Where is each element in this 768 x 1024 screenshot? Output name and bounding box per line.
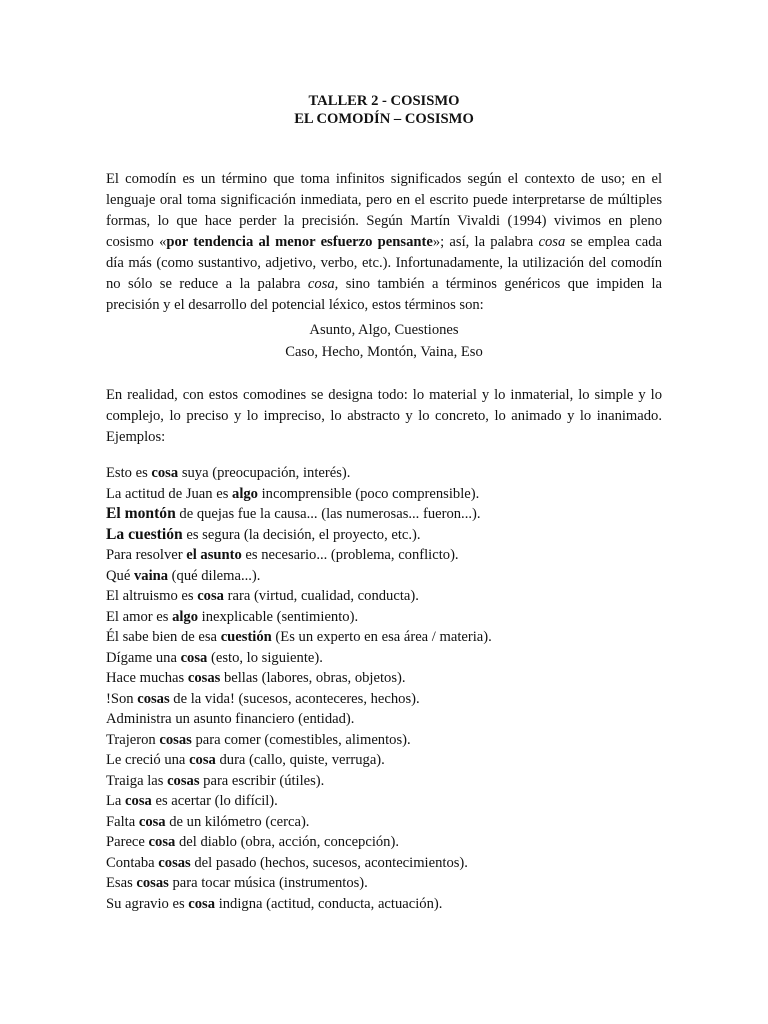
example-item: Falta cosa de un kilómetro (cerca). <box>106 813 310 830</box>
example-item: Para resolver el asunto es necesario... (problema, conflicto). <box>106 547 459 563</box>
reality-paragraph: En realidad, con estos comodines se designa todo: lo material y lo inmaterial, lo simple y lo complejo, lo preciso y lo impreciso, lo abstracto y lo concreto, lo animado y lo inanimado. Ejemplos: <box>106 387 662 445</box>
intro-italic-word: cosa <box>538 234 566 250</box>
example-item: Traiga las cosas para escribir (útiles). <box>106 772 325 789</box>
intro-text: sino también a términos genéricos que impiden la precisión y el desarrollo del potencial léxico, estos términos son: <box>106 276 662 313</box>
example-item: Hace muchas cosas bellas (labores, obras, objetos). <box>106 670 406 686</box>
intro-text: »; así, la palabra <box>432 234 539 250</box>
example-item: El montón de quejas fue la causa... (las numerosas... fueron...). <box>106 505 481 522</box>
document-subtitle: EL COMODÍN – COSISMO <box>294 111 474 127</box>
example-item: Su agravio es cosa indigna (actitud, conducta, actuación). <box>106 895 443 912</box>
intro-text: se emplea cada día más (como sustantivo, adjetivo, verbo, etc.). Infortunadamente, la utilización del comodín no sólo se reduce a la palabra <box>106 234 662 292</box>
example-item: Esas cosas para tocar música (instrumentos). <box>106 875 368 891</box>
example-item: Le creció una cosa dura (callo, quiste, verruga). <box>106 752 385 768</box>
example-item: La cuestión es segura (la decisión, el proyecto, etc.). <box>106 525 421 543</box>
example-item: La actitud de Juan es algo incomprensible (poco comprensible). <box>106 485 480 502</box>
example-item: Contaba cosas del pasado (hechos, sucesos, acontecimientos). <box>106 854 468 871</box>
example-item: El amor es algo inexplicable (sentimiento). <box>106 608 359 625</box>
example-item: Administra un asunto financiero (entidad). <box>106 711 355 727</box>
example-item: Dígame una cosa (esto, lo siguiente). <box>106 649 323 666</box>
example-item: El altruismo es cosa rara (virtud, cualidad, conducta). <box>106 588 419 604</box>
intro-bold-phrase: por tendencia al menor esfuerzo pensante <box>166 234 433 250</box>
terms-line-1: Asunto, Algo, Cuestiones <box>309 322 459 338</box>
example-item: La cosa es acertar (lo difícil). <box>106 793 278 809</box>
example-item: Qué vaina (qué dilema...). <box>106 567 261 584</box>
example-item: Parece cosa del diablo (obra, acción, concepción). <box>106 834 399 850</box>
document-title: TALLER 2 - COSISMO <box>308 93 460 109</box>
intro-text: El comodín es un término que toma infinitos significados según el contexto de uso; en el lenguaje oral toma significación inmediata, pero en el escrito puede interpretarse de múltiples formas, lo que hace perder la precisión. Según Martín Vivaldi (1994) vivimos en pleno cosismo « <box>106 171 662 250</box>
example-item: Esto es cosa suya (preocupación, interés). <box>106 465 351 481</box>
terms-line-2: Caso, Hecho, Montón, Vaina, Eso <box>285 344 483 360</box>
examples-list <box>106 463 662 914</box>
example-item: !Son cosas de la vida! (sucesos, aconteceres, hechos). <box>106 690 420 707</box>
intro-italic-word: cosa, <box>307 276 339 292</box>
example-item: Él sabe bien de esa cuestión (Es un experto en esa área / materia). <box>106 629 492 645</box>
example-item: Trajeron cosas para comer (comestibles, alimentos). <box>106 731 411 748</box>
intro-paragraph <box>106 169 662 316</box>
